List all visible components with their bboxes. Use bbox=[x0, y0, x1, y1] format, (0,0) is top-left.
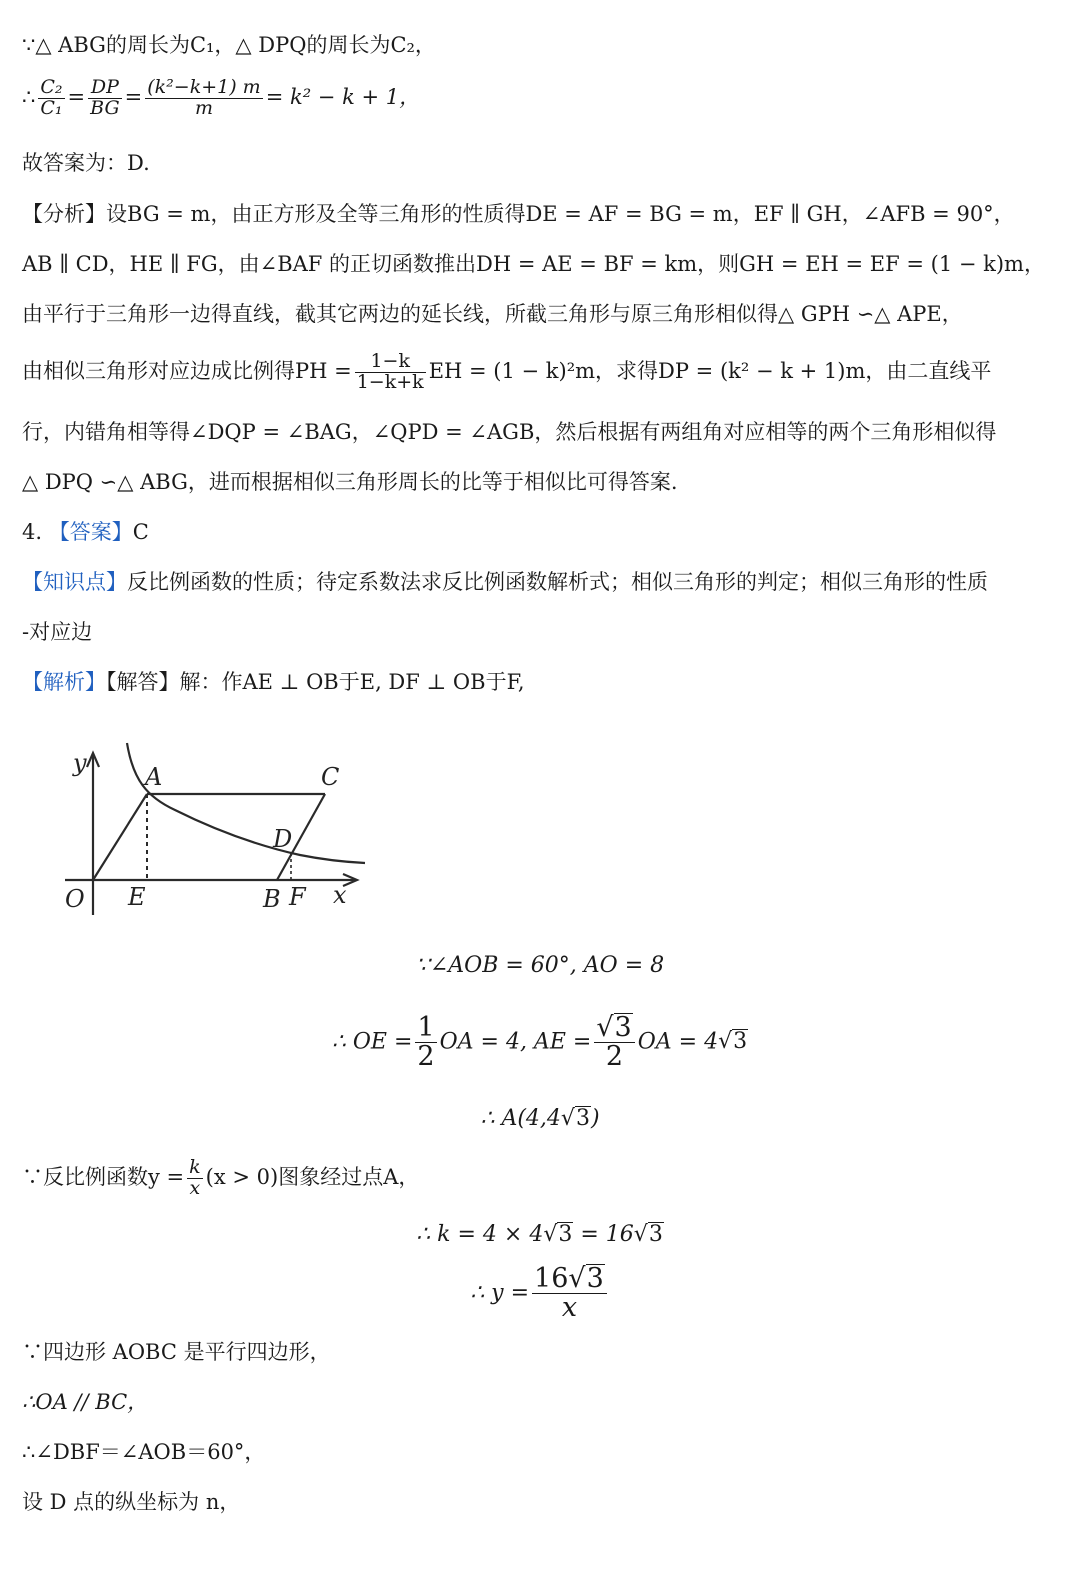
fraction-numerator: 16√3 bbox=[532, 1264, 607, 1294]
fraction-denominator: 2 bbox=[605, 1041, 624, 1073]
line-d-ordinate: 设 D 点的纵坐标为 n， bbox=[22, 1490, 241, 1514]
line-ratio bbox=[22, 78, 420, 119]
math-text: ∴ y = bbox=[470, 1280, 530, 1306]
solution-intro bbox=[22, 667, 525, 697]
fraction-denominator: m bbox=[194, 96, 213, 119]
radicand: 3 bbox=[586, 1263, 604, 1294]
fraction-numerator: 1−k bbox=[355, 352, 426, 373]
label-a: A bbox=[145, 763, 163, 791]
math-text: ∴ A(4,4 bbox=[480, 1106, 561, 1131]
fraction-denominator: x bbox=[561, 1292, 578, 1324]
line-angle-dbf: ∴∠DBF＝∠AOB＝60°， bbox=[22, 1440, 266, 1464]
math-text: ∴ k = 4 × 4 bbox=[416, 1222, 544, 1247]
equals-sign: = bbox=[124, 84, 143, 109]
knowledge-points-cont: -对应边 bbox=[22, 620, 93, 644]
analysis-line-3: 由平行于三角形一边得直线，截其它两边的延长线，所截三角形与原三角形相似得△ GPH ∽△ APE， bbox=[22, 302, 963, 326]
math-y-function bbox=[0, 1264, 1080, 1323]
analysis-line-5: 行，内错角相等得∠DQP = ∠BAG，∠QPD = ∠AGB，然后根据有两组角对应相等的两个三角形相似得 bbox=[22, 420, 997, 444]
math-point-a: ∴ A(4,4√3) bbox=[480, 1106, 600, 1131]
analysis-line-4 bbox=[22, 352, 991, 393]
analysis-line-1: 【分析】设BG = m，由正方形及全等三角形的性质得DE = AF = BG = m，EF ∥ GH，∠AFB = 90°， bbox=[22, 202, 1015, 226]
math-oe-ae: ∴ OE = $\frac{1}{2}$ OA = 4, AE = $\frac{√3}{2}$ OA = 4√3 bbox=[331, 1011, 748, 1073]
question-4-answer bbox=[22, 517, 149, 547]
fraction-numerator: (k²−k+1) m bbox=[147, 76, 261, 98]
fraction-numerator: C₂ bbox=[40, 76, 63, 98]
math-text: OA = 4, AE = bbox=[439, 1029, 592, 1055]
math-text: OA = 4 bbox=[637, 1029, 719, 1055]
math-k-value: ∴ k = 4 × 4√3 = 16√3 bbox=[416, 1222, 663, 1247]
fraction-one-half bbox=[415, 1011, 436, 1072]
math-text: (x > 0)图象经过点A， bbox=[205, 1164, 420, 1189]
fraction-sqrt3-half bbox=[594, 1013, 634, 1072]
radicand: 3 bbox=[733, 1029, 748, 1055]
radicand: 3 bbox=[558, 1222, 573, 1247]
radicand: 3 bbox=[575, 1106, 590, 1131]
line-answer-d: 故答案为：D. bbox=[22, 151, 150, 175]
line-oa-parallel-bc: ∴OA // BC， bbox=[22, 1390, 149, 1414]
math-given-angle: ∵∠AOB = 60°, AO = 8 bbox=[415, 953, 665, 978]
analysis-line-2: AB ∥ CD，HE ∥ FG，由∠BAF 的正切函数推出DH = AE = BF = km，则GH = EH = EF = (1 − k)m， bbox=[22, 252, 1045, 276]
radicand: 3 bbox=[648, 1222, 663, 1247]
math-text: ) bbox=[590, 1106, 600, 1131]
fraction-numerator: k bbox=[189, 1156, 201, 1178]
fraction-k-over-x bbox=[187, 1158, 203, 1199]
answer-tag: 【答案】 bbox=[48, 520, 133, 544]
label-e: E bbox=[128, 883, 146, 911]
question-number: 4. bbox=[22, 520, 49, 544]
fraction-denominator: 2 bbox=[417, 1040, 435, 1072]
solution-text: 【解答】解：作AE ⊥ OB于E, DF ⊥ OB于F, bbox=[106, 670, 525, 694]
math-text: = 16 bbox=[573, 1222, 634, 1247]
therefore-symbol: ∴ bbox=[22, 84, 36, 109]
label-o: O bbox=[65, 885, 85, 913]
fraction-denominator: x bbox=[189, 1176, 201, 1199]
fraction-denominator: C₁ bbox=[40, 96, 63, 119]
fraction-numerator: DP bbox=[88, 78, 122, 99]
knowledge-points bbox=[22, 567, 988, 597]
inverse-function-line bbox=[22, 1158, 419, 1199]
fraction-denominator: BG bbox=[90, 96, 120, 119]
label-x: x bbox=[333, 881, 347, 909]
label-f: F bbox=[289, 883, 306, 911]
label-b: B bbox=[263, 885, 281, 913]
segment-oa bbox=[93, 794, 147, 880]
ratio-result: = k² − k + 1， bbox=[265, 84, 421, 109]
solution-tag: 【解析】 bbox=[22, 670, 106, 694]
line-parallelogram: ∵四边形 AOBC 是平行四边形， bbox=[22, 1340, 331, 1364]
equals-sign: = bbox=[67, 84, 86, 109]
line-perimeters: ∵△ ABG的周长为C₁，△ DPQ的周长为C₂， bbox=[22, 33, 436, 57]
knowledge-tag: 【知识点】 bbox=[22, 570, 127, 594]
analysis-text: EH = (1 − k)²m，求得DP = (k² − k + 1)m，由二直线平 bbox=[428, 358, 992, 383]
fraction-denominator: 1−k+k bbox=[356, 370, 424, 393]
label-y: y bbox=[73, 749, 87, 777]
analysis-text: 由相似三角形对应边成比例得PH = bbox=[22, 358, 352, 383]
hyperbola-curve bbox=[127, 743, 365, 863]
answer-value: C bbox=[132, 520, 149, 544]
fraction-c2-c1 bbox=[38, 78, 64, 119]
math-text: ∴ OE = bbox=[331, 1029, 413, 1055]
fraction-numerator: √3 bbox=[594, 1013, 634, 1043]
fraction-dp-bg bbox=[88, 78, 122, 119]
fraction-numerator: 1 bbox=[417, 1011, 435, 1043]
fraction-16sqrt3-over-x bbox=[532, 1264, 607, 1323]
fraction-k-expression bbox=[145, 78, 262, 119]
fraction-ph bbox=[355, 352, 426, 393]
label-d: D bbox=[273, 825, 293, 853]
analysis-line-6: △ DPQ ∽△ ABG，进而根据相似三角形周长的比等于相似比可得答案. bbox=[22, 470, 678, 494]
geometry-figure bbox=[55, 735, 375, 925]
label-c: C bbox=[321, 763, 340, 791]
math-text: ∵反比例函数y = bbox=[22, 1164, 185, 1189]
knowledge-text: 反比例函数的性质；待定系数法求反比例函数解析式；相似三角形的判定；相似三角形的性质 bbox=[127, 570, 988, 594]
radicand: 3 bbox=[614, 1012, 632, 1043]
